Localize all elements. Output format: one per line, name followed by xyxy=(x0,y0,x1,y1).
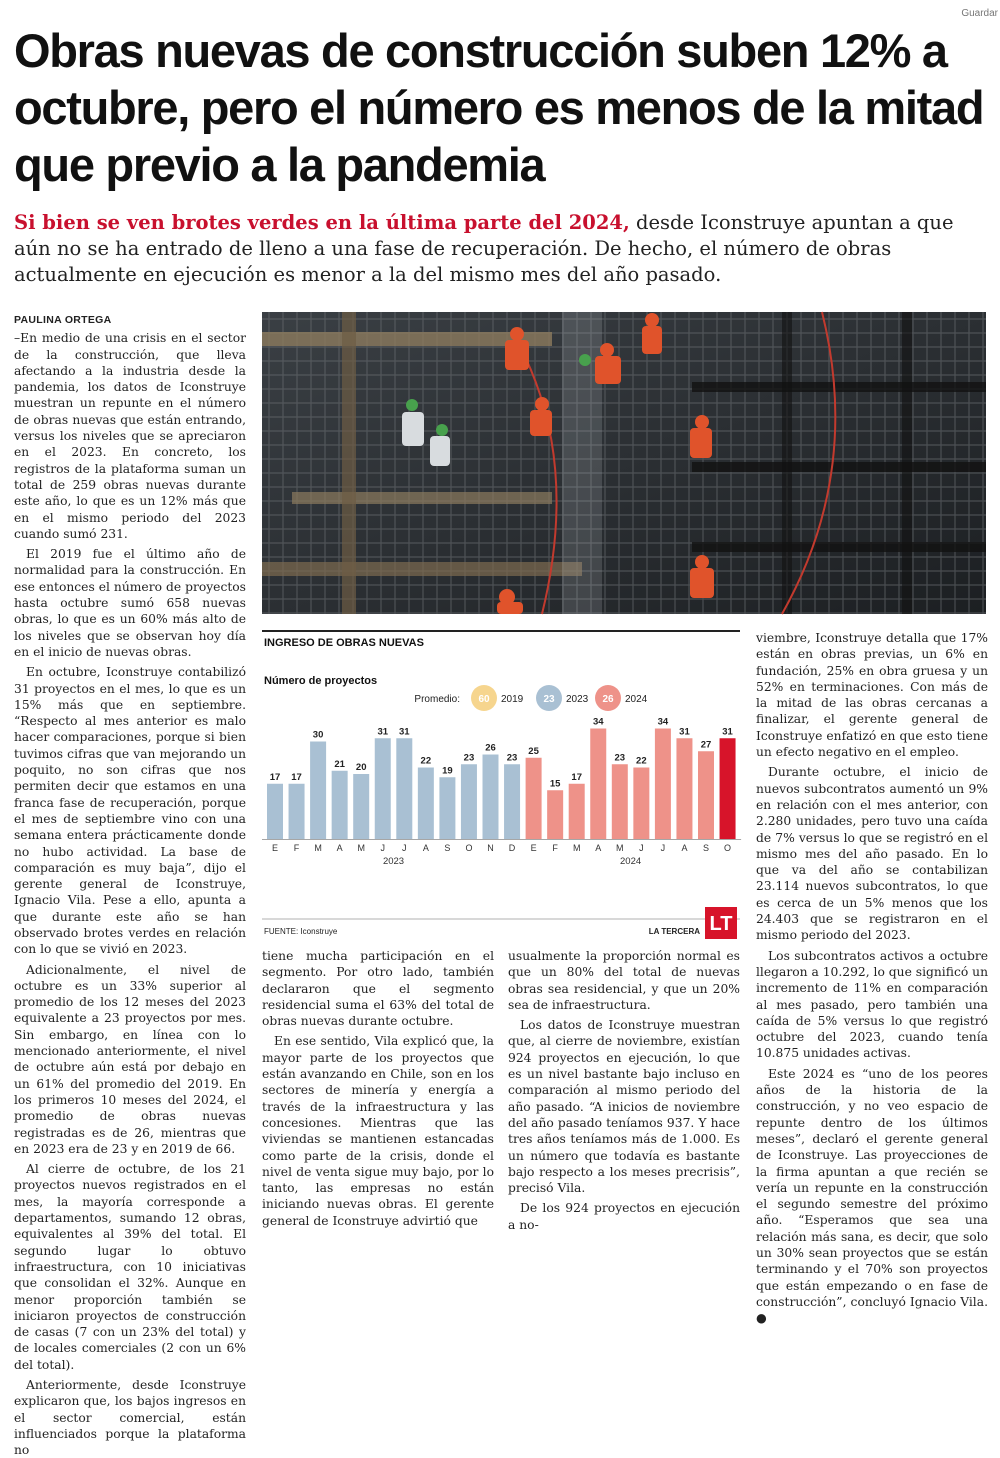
bar-value-label: 21 xyxy=(334,758,345,770)
bar-value-label: 31 xyxy=(722,726,733,738)
bar xyxy=(375,738,391,839)
column-2 xyxy=(262,948,494,1228)
year-label-2023: 2023 xyxy=(382,856,405,867)
year-labels xyxy=(383,856,641,867)
bar-value-label: 23 xyxy=(463,752,475,764)
bar-value-label: 22 xyxy=(636,755,647,767)
paragraph: Durante octubre, el inicio de nuevos subcontratos aumentó un 9% en relación con el mes anterior, con 2.280 unidades, pero tuvo una caída de 7% versus lo que se registró en el mismo mes del año pasado. En lo que va del año se contabilizan 23.114 nuevos subcontratos, lo que es cerca de un 5% menos que los 24.403 que se registraron en el mismo periodo del 2023. xyxy=(756,765,988,943)
paragraph: viembre, Iconstruye detalla que 17% están en obras previas, un 6% en fundación, 25% en obra gruesa y un 52% en terminaciones. Con más de la mitad de las obras cercanas a finalizar, el gerente general de Iconstruye enfatizó en que esto tiene un efecto negativo en el empleo. xyxy=(756,631,988,760)
bar xyxy=(267,784,283,839)
chart-source: FUENTE: Iconstruye xyxy=(264,927,338,936)
month-tick-label: S xyxy=(702,843,710,853)
paragraph: Los datos de Iconstruye muestran que, al cierre de noviembre, existían 924 proyectos en ejecución, lo que es un nivel bastante bajo incluso en comparación al mismo periodo del año pasado. “A inicios de noviembre del año pasado teníamos 937. Y hace tres años teníamos más de 1.000. Es un número que todavía es bastante bajo respecto a los meses precrisis”, precisó Vila. xyxy=(508,1018,740,1196)
bar xyxy=(590,729,606,840)
bar xyxy=(633,768,649,840)
bar xyxy=(353,774,369,839)
bar xyxy=(310,742,326,840)
average-year-2024: 2024 xyxy=(625,694,648,705)
month-tick-label: F xyxy=(293,843,300,853)
bar xyxy=(569,784,585,839)
chart-subtitle: Número de proyectos xyxy=(264,675,378,687)
bar xyxy=(655,729,671,840)
bar-value-label: 15 xyxy=(549,778,561,790)
byline: PAULINA ORTEGA xyxy=(14,314,112,326)
bar xyxy=(461,764,477,839)
column-4 xyxy=(756,630,988,1326)
headline: Obras nuevas de construcción suben 12% a octubre, pero el número es menos de la mitad que previo a la pandemia xyxy=(14,24,984,191)
month-tick-label: J xyxy=(660,843,666,853)
paragraph: Anteriormente, desde Iconstruye explicaron que, los bajos ingresos en el sector comercial, están influenciados porque la plataforma no xyxy=(14,1378,246,1458)
construction-photo xyxy=(262,312,986,614)
bars xyxy=(262,729,741,840)
bar-value-label: 22 xyxy=(420,755,432,767)
bar xyxy=(483,755,499,840)
bar-value-label: 20 xyxy=(355,762,367,773)
bar xyxy=(439,777,455,839)
month-tick-label: M xyxy=(357,843,365,853)
brand-name: LA TERCERA xyxy=(648,927,700,936)
save-link[interactable]: Guardar xyxy=(961,8,998,19)
bar-value-label: 27 xyxy=(700,739,712,751)
bar-value-label: 34 xyxy=(657,716,669,728)
month-tick-label: M xyxy=(616,843,624,853)
lead-text: desde Iconstruye apuntan a que aún no se ha entrado de lleno a una fase de recuperación. De hecho, el número de obras actualmente en ejecución es menor a la del mismo mes del año pasado. xyxy=(14,211,954,286)
bar-value-label: 31 xyxy=(399,726,410,738)
month-tick-label: N xyxy=(487,843,494,853)
chart-svg xyxy=(262,630,740,942)
month-tick-label: A xyxy=(336,843,343,853)
paragraph: En ese sentido, Vila explicó que, la mayor parte de los proyectos que están avanzando en Chile, son en los sectores de minería y energía a través de la infraestructura y las concesiones. Mientras que las viviendas se mantienen estancadas como parte de la crisis, donde el nivel de venta sigue muy bajo, por lo tanto, las empresas no están iniciando nuevas obras. El gerente general de Iconstruye advirtió que xyxy=(262,1034,494,1228)
average-value-2023: 23 xyxy=(543,694,555,705)
paragraph: Los subcontratos activos a octubre llegaron a 10.292, lo que significó un incremento de 11% en comparación al mes pasado, pero también una caída de 5% versus lo que registró octubre del 2023, cuando tenía 10.875 unidades activas. xyxy=(756,948,988,1061)
logo-text: LT xyxy=(709,913,733,935)
month-tick-label: O xyxy=(465,843,473,853)
paragraph: –En medio de una crisis en el sector de la construcción, que lleva afectando a la industria desde la pandemia, los datos de Iconstruye muestran un repunte en el número de obras nuevas que están entrando, versus los niveles que se apreciaron en el 2023. En concreto, los registros de la plataforma suman un total de 259 obras nuevas durante este año, lo que es un 12% más que en el mismo periodo del 2023 cuando sumó 231. xyxy=(14,331,246,541)
paragraph: Al cierre de octubre, de los 21 proyectos nuevos registrados en el mes, la mayoría corresponde a departamentos, sumando 12 obras, equivalentes al 39% del total. El segundo lugar lo obtuvo infraestructura, con 10 iniciativas que consolidan el 32%. Aunque en menor proporción también se iniciaron proyectos de construcción de casas (7 con un 23% del total) y de locales comerciales (2 con un 6% del total). xyxy=(14,1162,246,1372)
bar xyxy=(676,738,692,839)
year-label-2024: 2024 xyxy=(620,856,642,867)
column-1 xyxy=(14,312,246,1458)
bar xyxy=(698,751,714,839)
paragraph: De los 924 proyectos en ejecución a no- xyxy=(508,1201,740,1232)
month-tick-label: A xyxy=(681,843,688,853)
bar xyxy=(418,768,434,840)
month-tick-labels xyxy=(272,843,731,853)
bar-value-label: 26 xyxy=(485,742,496,754)
bar xyxy=(547,790,563,839)
month-tick-label: J xyxy=(402,843,407,853)
la-tercera-logo xyxy=(705,907,737,939)
month-tick-label: S xyxy=(444,843,451,853)
lead-highlight: Si bien se ven brotes verdes en la última parte del 2024, xyxy=(14,211,630,234)
bar-value-label: 17 xyxy=(269,771,281,783)
month-tick-label: J xyxy=(380,843,385,853)
bar xyxy=(720,738,736,839)
paragraph: Este 2024 es “uno de los peores años de la historia de la construcción, y no veo espacio de repunte dentro de los últimos meses”, declaró el gerente general de Iconstruye. Las proyecciones de la firma apuntan a que recién se vería un repunte en la construcción el segundo semestre del próximo año. “Esperamos que sea una relación más sana, es decir, que solo un 30% sean proyectos que se están terminando y el 70% son proyectos que están empezando o en fase de construcción”, concluyó Ignacio Vila. ● xyxy=(756,1066,988,1326)
month-tick-label: A xyxy=(595,843,602,853)
chart-ingreso-obras xyxy=(262,630,740,942)
paragraph: El 2019 fue el último año de normalidad para la construcción. En ese entonces el número de proyectos hasta octubre sumó 658 nuevas obras, lo que es un 60% más alto de los niveles que se observan hoy día en el inicio de nuevas obras. xyxy=(14,547,246,659)
month-tick-label: J xyxy=(639,843,644,853)
lead-paragraph xyxy=(14,210,989,288)
average-value-2024: 26 xyxy=(602,694,614,705)
bar xyxy=(332,771,348,839)
bar-value-label: 17 xyxy=(571,771,582,783)
month-tick-label: A xyxy=(422,843,429,853)
month-tick-label: M xyxy=(314,843,322,853)
bar-value-label: 34 xyxy=(592,716,604,728)
paragraph: usualmente la proporción normal es que un 80% del total de nuevas obras sea residencial, y que un 20% sea de infraestructura. xyxy=(508,949,740,1012)
bar-value-label: 17 xyxy=(291,771,302,783)
averages-legend xyxy=(471,685,648,711)
bar-value-label: 31 xyxy=(377,726,389,738)
bar-value-label: 19 xyxy=(442,765,453,777)
paragraph: En octubre, Iconstruye contabilizó 31 proyectos en el mes, lo que es un 15% más que en septiembre. “Respecto al mes anterior es malo hacer comparaciones, porque si bien tuvimos cifras que van mejorando un poquito, no son cifras que nos permiten decir que estamos en una franca fase de recuperación, porque el mes de septiembre vino con una semana entera prácticamente donde no hubo actividad. La base de comparación es muy baja”, dijo el gerente general de Iconstruye, Ignacio Vila. Pese a ello, apunta a que durante este año se han observado brotes verdes en relación con lo que se vivió en 2023. xyxy=(14,665,246,957)
bar-value-label: 23 xyxy=(614,752,626,764)
bar xyxy=(396,738,412,839)
average-year-2019: 2019 xyxy=(501,694,524,705)
bar xyxy=(504,764,520,839)
month-tick-label: E xyxy=(271,843,279,853)
paragraph: Adicionalmente, el nivel de octubre es un 33% superior al promedio de los 12 meses del 2023 equivalente a 23 proyectos por mes. Sin embargo, en línea con lo mencionado anteriormente, el nivel de octubre aún está por debajo en un 61% del promedio del 2019. En los primeros 10 meses del 2024, el promedio de obras nuevas registradas es de 26, mientras que en 2023 era de 23 y en 2019 de 66. xyxy=(14,962,246,1156)
month-tick-label: F xyxy=(552,843,558,853)
bar xyxy=(526,758,542,839)
paragraph: tiene mucha participación en el segmento. Por otro lado, también declararon que el segmento residencial suma el 63% del total de obras nuevas durante octubre. xyxy=(262,949,494,1029)
bar-value-label: 30 xyxy=(312,729,324,741)
chart-title: INGRESO DE OBRAS NUEVAS xyxy=(264,637,424,649)
bar-value-label: 25 xyxy=(528,745,539,757)
construction-photo-illustration xyxy=(262,312,986,614)
month-tick-label: D xyxy=(508,843,516,853)
month-tick-label: M xyxy=(572,843,581,853)
month-tick-label: O xyxy=(724,843,732,853)
average-year-2023: 2023 xyxy=(566,694,589,705)
month-tick-label: E xyxy=(530,843,537,853)
average-value-2019: 60 xyxy=(478,694,490,705)
bar xyxy=(612,764,628,839)
bar-value-label: 23 xyxy=(506,752,518,764)
bar xyxy=(289,784,305,839)
bar-value-label: 31 xyxy=(679,726,690,738)
promedio-label: Promedio: xyxy=(414,694,460,705)
column-3 xyxy=(508,948,740,1232)
